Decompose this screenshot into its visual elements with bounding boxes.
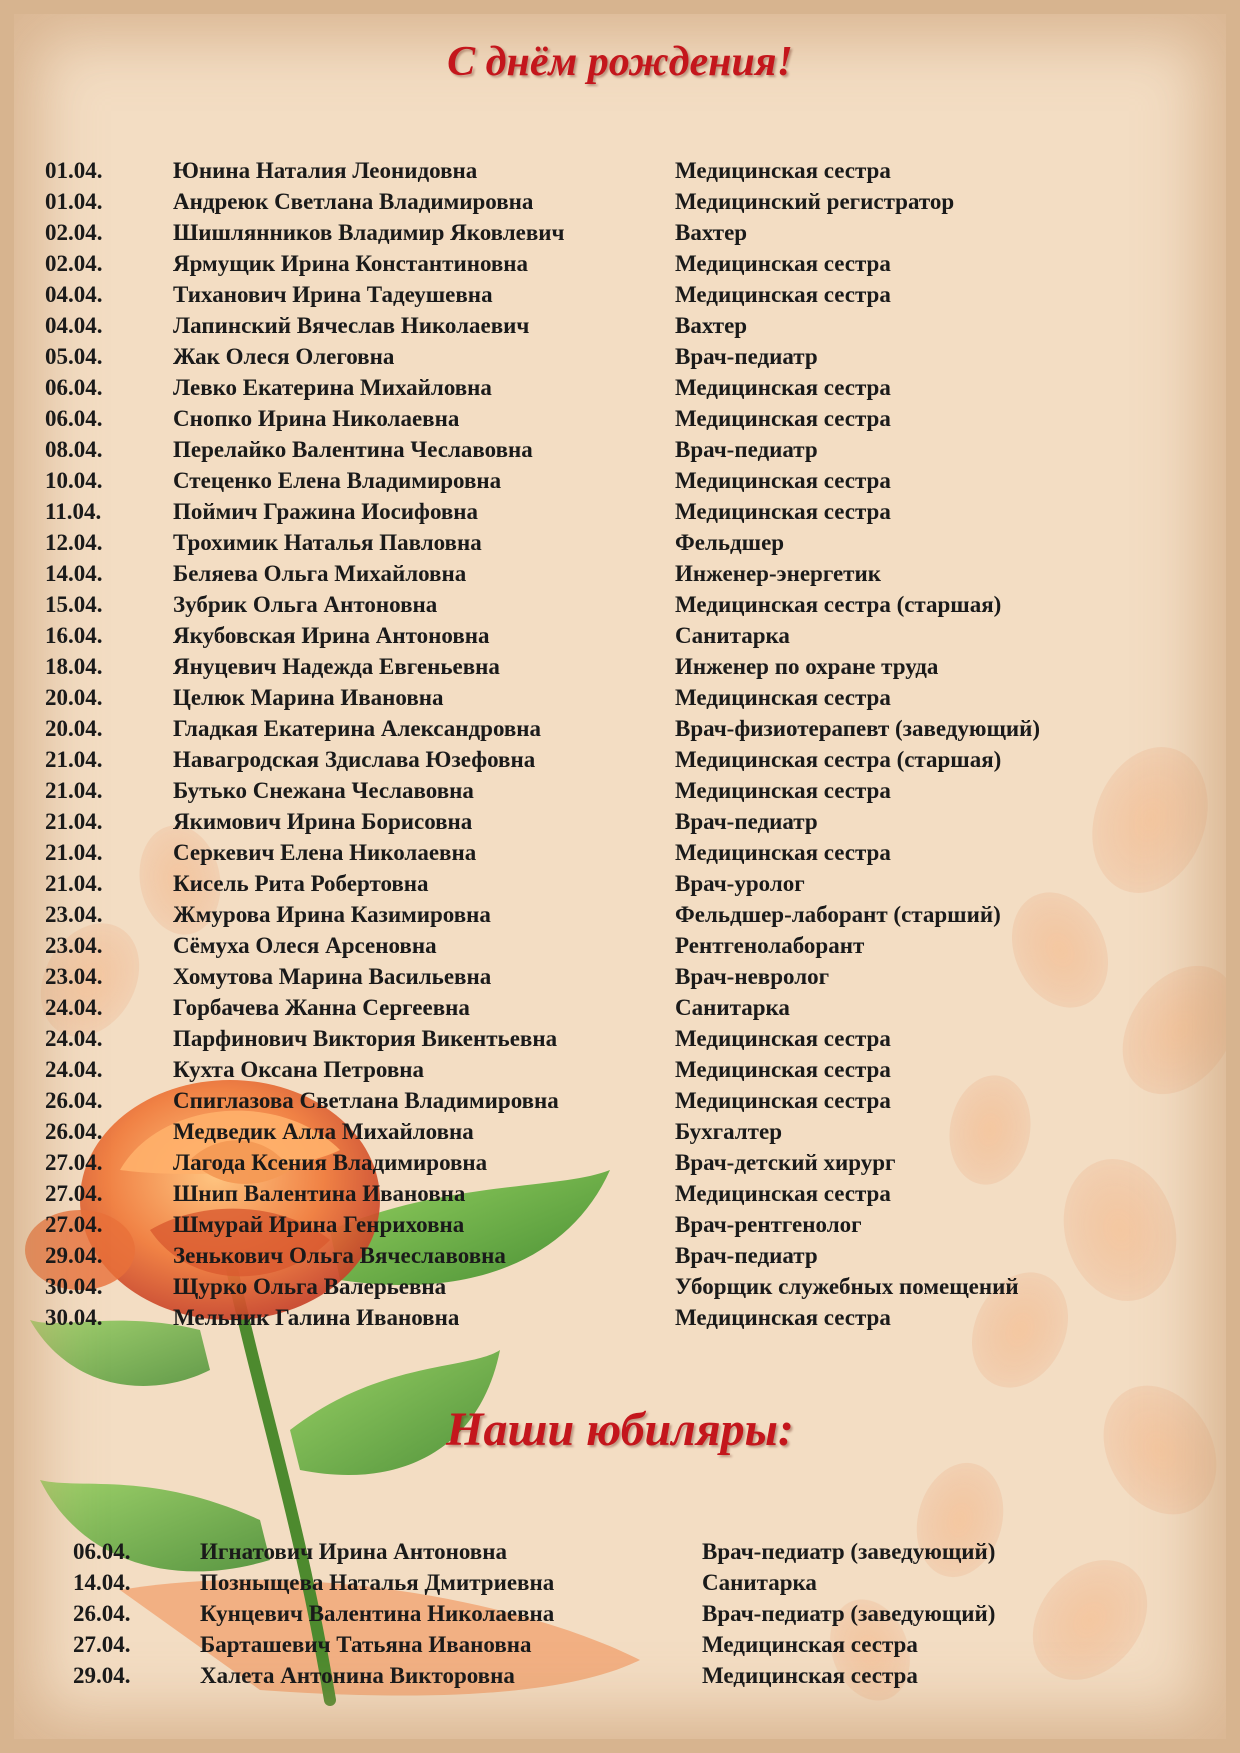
- entry-name: Кунцевич Валентина Николаевна: [200, 1601, 555, 1626]
- entry-date: 14.04.: [73, 1570, 131, 1595]
- entry-position: Медицинская сестра: [675, 1305, 891, 1330]
- entry-date: 21.04.: [45, 809, 103, 834]
- entry-name: Жмурова Ирина Казимировна: [173, 902, 491, 927]
- entry-name: Мельник Галина Ивановна: [173, 1305, 460, 1330]
- list-item: [0, 372, 1240, 403]
- entry-date: 10.04.: [45, 468, 103, 493]
- entry-position: Врач-детский хирург: [675, 1150, 896, 1175]
- entry-position: Вахтер: [675, 313, 748, 338]
- list-item: [0, 403, 1240, 434]
- entry-name: Юнина Наталия Леонидовна: [173, 158, 478, 183]
- list-item: [0, 899, 1240, 930]
- entry-date: 12.04.: [45, 530, 103, 555]
- entry-position: Врач-педиатр: [675, 437, 818, 462]
- entry-name: Шнип Валентина Ивановна: [173, 1181, 466, 1206]
- list-item: [0, 1567, 1240, 1598]
- entry-position: Медицинская сестра: [675, 1181, 891, 1206]
- entry-name: Тиханович Ирина Тадеушевна: [173, 282, 493, 307]
- jubilee-heading: Наши юбиляры:: [446, 1403, 794, 1456]
- entry-name: Навагродская Здислава Юзефовна: [173, 747, 536, 772]
- entry-name: Якубовская Ирина Антоновна: [173, 623, 490, 648]
- entry-date: 18.04.: [45, 654, 103, 679]
- entry-position: Медицинская сестра: [675, 1026, 891, 1051]
- entry-position: Рентгенолаборант: [675, 933, 865, 958]
- list-item: [0, 620, 1240, 651]
- list-item: [0, 1536, 1240, 1567]
- entry-position: Медицинская сестра: [675, 406, 891, 431]
- entry-name: Андреюк Светлана Владимировна: [173, 189, 534, 214]
- entry-name: Сёмуха Олеся Арсеновна: [173, 933, 437, 958]
- entry-name: Беляева Ольга Михайловна: [173, 561, 467, 586]
- entry-date: 24.04.: [45, 995, 103, 1020]
- list-item: [0, 248, 1240, 279]
- entry-date: 20.04.: [45, 685, 103, 710]
- entry-position: Медицинская сестра: [675, 1088, 891, 1113]
- entry-name: Хомутова Марина Васильевна: [173, 964, 492, 989]
- entry-date: 26.04.: [45, 1119, 103, 1144]
- entry-date: 29.04.: [45, 1243, 103, 1268]
- entry-name: Зенькович Ольга Вячеславовна: [173, 1243, 506, 1268]
- list-item: [0, 930, 1240, 961]
- entry-position: Фельдшер-лаборант (старший): [675, 902, 1001, 927]
- list-item: [0, 155, 1240, 186]
- entry-position: Медицинская сестра (старшая): [675, 592, 1002, 617]
- list-item: [0, 589, 1240, 620]
- entry-position: Медицинская сестра: [675, 158, 891, 183]
- entry-position: Уборщик служебных помещений: [675, 1274, 1019, 1299]
- entry-name: Бутько Снежана Чеславовна: [173, 778, 474, 803]
- entry-date: 01.04.: [45, 189, 103, 214]
- entry-date: 15.04.: [45, 592, 103, 617]
- entry-date: 23.04.: [45, 964, 103, 989]
- entry-position: Медицинская сестра: [675, 499, 891, 524]
- entry-name: Поймич Гражина Иосифовна: [173, 499, 479, 524]
- list-item: [0, 992, 1240, 1023]
- entry-position: Вахтер: [675, 220, 748, 245]
- list-item: [0, 1209, 1240, 1240]
- list-item: [0, 1054, 1240, 1085]
- entry-date: 11.04.: [45, 499, 102, 524]
- entry-position: Фельдшер: [675, 530, 785, 555]
- entry-date: 27.04.: [45, 1181, 103, 1206]
- list-item: [0, 837, 1240, 868]
- entry-name: Парфинович Виктория Викентьевна: [173, 1026, 558, 1051]
- entry-position: Медицинская сестра: [675, 468, 891, 493]
- entry-date: 14.04.: [45, 561, 103, 586]
- entry-name: Снопко Ирина Николаевна: [173, 406, 460, 431]
- list-item: [0, 1271, 1240, 1302]
- entry-date: 05.04.: [45, 344, 103, 369]
- list-item: [0, 806, 1240, 837]
- entry-date: 29.04.: [73, 1663, 131, 1688]
- list-item: [0, 1660, 1240, 1691]
- entry-name: Халета Антонина Викторовна: [200, 1663, 515, 1688]
- entry-position: Врач-педиатр: [675, 344, 818, 369]
- list-item: [0, 217, 1240, 248]
- entry-name: Игнатович Ирина Антоновна: [200, 1539, 507, 1564]
- entry-name: Ярмущик Ирина Константиновна: [173, 251, 529, 276]
- list-item: [0, 186, 1240, 217]
- entry-name: Стеценко Елена Владимировна: [173, 468, 502, 493]
- list-item: [0, 651, 1240, 682]
- entry-date: 26.04.: [45, 1088, 103, 1113]
- entry-name: Зубрик Ольга Антоновна: [173, 592, 438, 617]
- entry-date: 01.04.: [45, 158, 103, 183]
- entry-position: Бухгалтер: [675, 1119, 782, 1144]
- entry-date: 06.04.: [45, 375, 103, 400]
- entry-position: Медицинская сестра (старшая): [675, 747, 1002, 772]
- list-item: [0, 496, 1240, 527]
- entry-date: 21.04.: [45, 747, 103, 772]
- list-item: [0, 527, 1240, 558]
- jubilee-list: [0, 1536, 1240, 1691]
- entry-date: 23.04.: [45, 902, 103, 927]
- entry-name: Медведик Алла Михайловна: [173, 1119, 474, 1144]
- list-item: [0, 1240, 1240, 1271]
- entry-name: Горбачева Жанна Сергеевна: [173, 995, 470, 1020]
- entry-date: 21.04.: [45, 840, 103, 865]
- entry-position: Врач-педиатр (заведующий): [702, 1539, 996, 1564]
- list-item: [0, 434, 1240, 465]
- entry-name: Серкевич Елена Николаевна: [173, 840, 477, 865]
- entry-date: 27.04.: [45, 1150, 103, 1175]
- entry-position: Медицинская сестра: [702, 1663, 918, 1688]
- entry-name: Жак Олеся Олеговна: [173, 344, 395, 369]
- entry-position: Врач-педиатр (заведующий): [702, 1601, 996, 1626]
- list-item: [0, 1598, 1240, 1629]
- list-item: [0, 1085, 1240, 1116]
- entry-position: Медицинская сестра: [702, 1632, 918, 1657]
- entry-position: Врач-физиотерапевт (заведующий): [675, 716, 1041, 741]
- entry-position: Медицинская сестра: [675, 840, 891, 865]
- entry-date: 26.04.: [73, 1601, 131, 1626]
- entry-name: Позныщева Наталья Дмитриевна: [200, 1570, 555, 1595]
- entry-position: Медицинская сестра: [675, 251, 891, 276]
- list-item: [0, 1147, 1240, 1178]
- birthday-heading: С днём рождения!: [447, 39, 793, 85]
- entry-name: Якимович Ирина Борисовна: [173, 809, 473, 834]
- entry-name: Левко Екатерина Михайловна: [173, 375, 492, 400]
- list-item: [0, 1178, 1240, 1209]
- entry-name: Трохимик Наталья Павловна: [173, 530, 482, 555]
- entry-date: 02.04.: [45, 220, 103, 245]
- list-item: [0, 1302, 1240, 1333]
- entry-date: 30.04.: [45, 1274, 103, 1299]
- entry-name: Кисель Рита Робертовна: [173, 871, 429, 896]
- list-item: [0, 558, 1240, 589]
- entry-date: 08.04.: [45, 437, 103, 462]
- list-item: [0, 341, 1240, 372]
- entry-name: Целюк Марина Ивановна: [173, 685, 444, 710]
- entry-date: 27.04.: [73, 1632, 131, 1657]
- list-item: [0, 1023, 1240, 1054]
- entry-position: Инженер-энергетик: [675, 561, 881, 586]
- list-item: [0, 682, 1240, 713]
- list-item: [0, 465, 1240, 496]
- entry-name: Лапинский Вячеслав Николаевич: [173, 313, 530, 338]
- entry-position: Инженер по охране труда: [675, 654, 939, 679]
- entry-date: 24.04.: [45, 1026, 103, 1051]
- entry-name: Спиглазова Светлана Владимировна: [173, 1088, 559, 1113]
- entry-position: Медицинская сестра: [675, 282, 891, 307]
- entry-name: Гладкая Екатерина Александровна: [173, 716, 542, 741]
- entry-position: Врач-педиатр: [675, 809, 818, 834]
- entry-date: 06.04.: [73, 1539, 131, 1564]
- entry-name: Барташевич Татьяна Ивановна: [200, 1632, 532, 1657]
- entry-name: Лагода Ксения Владимировна: [173, 1150, 488, 1175]
- entry-position: Санитарка: [675, 995, 790, 1020]
- entry-position: Медицинская сестра: [675, 1057, 891, 1082]
- list-item: [0, 775, 1240, 806]
- entry-date: 04.04.: [45, 282, 103, 307]
- entry-name: Януцевич Надежда Евгеньевна: [173, 654, 500, 679]
- list-item: [0, 961, 1240, 992]
- entry-position: Врач-невролог: [675, 964, 830, 989]
- entry-position: Медицинский регистратор: [675, 189, 955, 214]
- entry-position: Санитарка: [702, 1570, 817, 1595]
- entry-position: Врач-уролог: [675, 871, 805, 896]
- entry-name: Щурко Ольга Валерьевна: [173, 1274, 447, 1299]
- entry-date: 21.04.: [45, 778, 103, 803]
- entry-date: 30.04.: [45, 1305, 103, 1330]
- entry-position: Медицинская сестра: [675, 685, 891, 710]
- list-item: [0, 279, 1240, 310]
- entry-position: Врач-педиатр: [675, 1243, 818, 1268]
- list-item: [0, 744, 1240, 775]
- entry-name: Перелайко Валентина Чеславовна: [173, 437, 533, 462]
- birthday-list: [0, 155, 1240, 1333]
- entry-position: Врач-рентгенолог: [675, 1212, 862, 1237]
- list-item: [0, 1629, 1240, 1660]
- entry-date: 04.04.: [45, 313, 103, 338]
- entry-name: Шишлянников Владимир Яковлевич: [173, 220, 565, 245]
- entry-position: Санитарка: [675, 623, 790, 648]
- entry-date: 16.04.: [45, 623, 103, 648]
- entry-name: Шмурай Ирина Генриховна: [173, 1212, 465, 1237]
- entry-date: 21.04.: [45, 871, 103, 896]
- entry-date: 20.04.: [45, 716, 103, 741]
- entry-date: 23.04.: [45, 933, 103, 958]
- entry-date: 02.04.: [45, 251, 103, 276]
- list-item: [0, 310, 1240, 341]
- entry-date: 06.04.: [45, 406, 103, 431]
- list-item: [0, 868, 1240, 899]
- entry-position: Медицинская сестра: [675, 778, 891, 803]
- list-item: [0, 1116, 1240, 1147]
- list-item: [0, 713, 1240, 744]
- entry-position: Медицинская сестра: [675, 375, 891, 400]
- entry-name: Кухта Оксана Петровна: [173, 1057, 424, 1082]
- entry-date: 27.04.: [45, 1212, 103, 1237]
- entry-date: 24.04.: [45, 1057, 103, 1082]
